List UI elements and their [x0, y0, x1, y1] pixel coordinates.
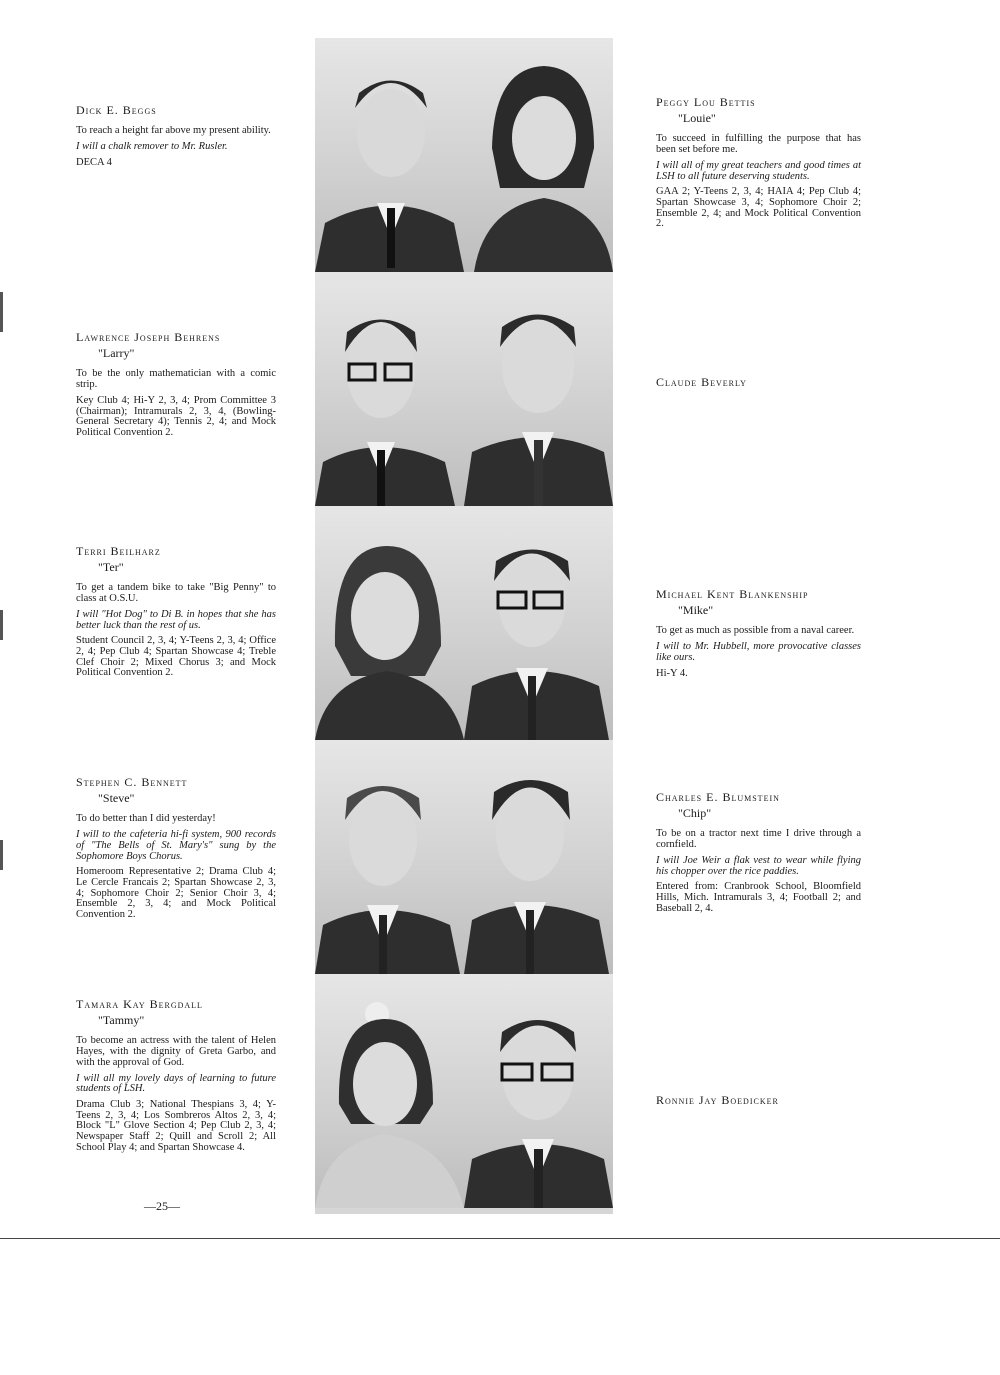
senior-entry [76, 104, 276, 168]
activities: Hi-Y 4. [656, 667, 688, 679]
senior-entry [76, 776, 276, 921]
portrait-stephen-bennett [315, 740, 464, 974]
photo-strip [315, 38, 613, 1214]
student-name: Tamara Kay Bergdall [76, 997, 203, 1011]
student-name: Michael Kent Blankenship [656, 587, 809, 601]
senior-entry [76, 331, 276, 439]
nickname: "Chip" [678, 806, 712, 821]
activities: Entered from: Cranbrook School, Bloomfield Hills, Mich. Intramurals 3, 4; Football 2; and Baseball 2, 4. [656, 881, 861, 914]
binding-mark [0, 840, 3, 870]
portrait-charles-blumstein [464, 740, 613, 974]
senior-entry [656, 588, 861, 679]
activities: DECA 4 [76, 156, 112, 168]
activities: Key Club 4; Hi-Y 2, 3, 4; Prom Committee 3 (Chairman); Intramurals 2, 3, 4, (Bowling-General Secretary 4); Tennis 2, 4; and Mock Political Convention 2. [76, 394, 276, 438]
portrait-ronnie-boedicker [464, 974, 613, 1208]
senior-entry [656, 96, 861, 230]
page-number: —25— [144, 1199, 180, 1213]
student-name: Stephen C. Bennett [76, 775, 188, 789]
portrait-dick-beggs [315, 38, 464, 272]
portrait-tamara-bergdall [315, 974, 464, 1208]
student-name: Dick E. Beggs [76, 103, 157, 117]
will: I will a chalk remover to Mr. Rusler. [76, 140, 228, 152]
nickname: "Louie" [678, 111, 716, 126]
portrait-michael-blankenship [464, 506, 613, 740]
student-name: Terri Beilharz [76, 544, 161, 558]
nickname: "Mike" [678, 603, 714, 618]
ambition: To be the only mathematician with a comic strip. [76, 368, 276, 391]
portrait-lawrence-behrens [315, 272, 464, 506]
senior-entry [76, 545, 276, 679]
will: I will all of my great teachers and good times at LSH to all future deserving students. [656, 159, 861, 182]
ambition: To get a tandem bike to take "Big Penny" to class at O.S.U. [76, 582, 276, 605]
activities: Student Council 2, 3, 4; Y-Teens 2, 3, 4; Office 2, 4; Pep Club 4; Spartan Showcase 4; Treble Clef Choir 2; Mixed Chorus 3; and Mock Political Convention 2. [76, 635, 276, 679]
portrait-terri-beilharz [315, 506, 464, 740]
binding-mark [0, 610, 3, 640]
will: I will to Mr. Hubbell, more provocative classes like ours. [656, 641, 861, 663]
senior-entry [656, 376, 861, 388]
nickname: "Ter" [98, 560, 124, 575]
portrait-claude-beverly [464, 272, 613, 506]
nickname: "Larry" [98, 346, 135, 361]
senior-entry [656, 791, 861, 914]
will: I will Joe Weir a flak vest to wear while flying his chopper over the rice paddies. [656, 854, 861, 877]
nickname: "Tammy" [98, 1013, 145, 1028]
student-name: Lawrence Joseph Behrens [76, 330, 221, 344]
student-name: Charles E. Blumstein [656, 790, 780, 804]
student-name: Claude Beverly [656, 375, 747, 389]
ambition: To reach a height far above my present ability. [76, 125, 271, 137]
senior-entry [656, 1094, 861, 1106]
ambition: To be on a tractor next time I drive through a cornfield. [656, 828, 861, 851]
ambition: To do better than I did yesterday! [76, 813, 216, 825]
student-name: Peggy Lou Bettis [656, 95, 756, 109]
portrait-peggy-bettis [464, 38, 613, 272]
activities: Drama Club 3; National Thespians 3, 4; Y-Teens 2, 3, 4; Los Sombreros Altos 2, 3, 4; Block "L" Glove Section 4; Pep Club 2, 3, 4; Newspaper Staff 2; Quill and Scroll 2; All School Play 4; and Spartan Showcase 4. [76, 1098, 276, 1153]
activities: GAA 2; Y-Teens 2, 3, 4; HAIA 4; Pep Club 4; Spartan Showcase 3, 4; Sophomore Choir 2; Ensemble 2, 4; and Mock Political Convention 2. [656, 186, 861, 230]
will: I will "Hot Dog" to Di B. in hopes that she has better luck than the rest of us. [76, 608, 276, 631]
will: I will to the cafeteria hi-fi system, 900 records of "The Bells of St. Mary's" sung by the Sophomore Boys Chorus. [76, 829, 276, 862]
ambition: To succeed in fulfilling the purpose that has been set before me. [656, 133, 861, 156]
ambition: To get as much as possible from a naval career. [656, 625, 855, 637]
student-name: Ronnie Jay Boedicker [656, 1093, 779, 1107]
page-edge [0, 1238, 1000, 1239]
will: I will all my lovely days of learning to future students of LSH. [76, 1072, 276, 1095]
nickname: "Steve" [98, 791, 135, 806]
ambition: To become an actress with the talent of Helen Hayes, with the dignity of Greta Garbo, and with the approval of God. [76, 1035, 276, 1068]
activities: Homeroom Representative 2; Drama Club 4; Le Cercle Francais 2; Spartan Showcase 2, 3, 4; Sophomore Choir 2; Senior Choir 3, 4; Ensemble 2, 3, 4; and Mock Political Convention 2. [76, 866, 276, 921]
senior-entry [76, 998, 276, 1154]
binding-mark [0, 292, 3, 332]
